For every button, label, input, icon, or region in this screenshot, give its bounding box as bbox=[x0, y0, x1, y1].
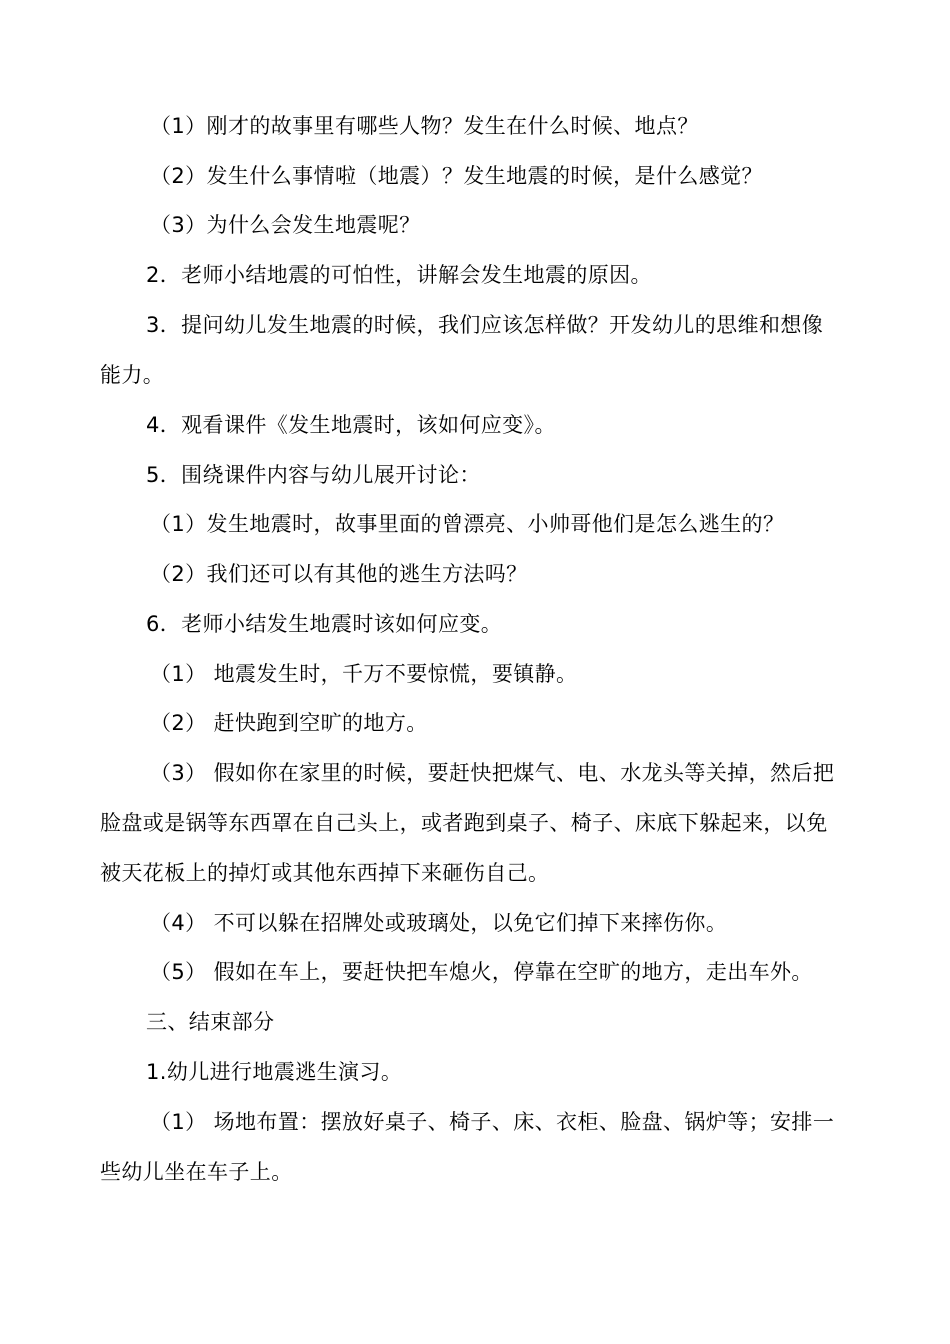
step-5-discussion: 5．围绕课件内容与幼儿展开讨论： bbox=[146, 463, 481, 487]
tip-3-at-home: （3） 假如你在家里的时候，要赶快把煤气、电、水龙头等关掉，然后把 bbox=[150, 761, 835, 785]
section-3-heading: 三、结束部分 bbox=[146, 1010, 275, 1034]
question-why-earthquake: （3）为什么会发生地震呢？ bbox=[150, 213, 421, 237]
drill-venue-setup: （1） 场地布置：摆放好桌子、椅子、床、衣柜、脸盘、锅炉等；安排一 bbox=[150, 1110, 835, 1134]
tip-1-stay-calm: （1） 地震发生时，千万不要惊慌，要镇静。 bbox=[150, 662, 578, 686]
tip-2-open-space: （2） 赶快跑到空旷的地方。 bbox=[150, 711, 428, 735]
tip-4-avoid-signs-glass: （4） 不可以躲在招牌处或玻璃处，以免它们掉下来摔伤你。 bbox=[150, 911, 728, 935]
step-4-courseware: 4．观看课件《发生地震时，该如何应变》。 bbox=[146, 413, 556, 437]
tip-5-in-car: （5） 假如在车上，要赶快把车熄火，停靠在空旷的地方，走出车外。 bbox=[150, 960, 813, 984]
discussion-question-1: （1）发生地震时，故事里面的曾漂亮、小帅哥他们是怎么逃生的？ bbox=[150, 512, 785, 536]
step-2-summary: 2．老师小结地震的可怕性，讲解会发生地震的原因。 bbox=[146, 263, 652, 287]
drill-step-1: 1.幼儿进行地震逃生演习。 bbox=[146, 1060, 403, 1084]
tip-3-continuation-2: 被天花板上的掉灯或其他东西掉下来砸伤自己。 bbox=[100, 861, 550, 885]
step-3-question: 3．提问幼儿发生地震的时候，我们应该怎样做？开发幼儿的思维和想像 bbox=[146, 313, 824, 337]
drill-venue-continuation: 些幼儿坐在车子上。 bbox=[100, 1160, 293, 1184]
question-what-happened: （2）发生什么事情啦（地震）？发生地震的时候，是什么感觉？ bbox=[150, 164, 763, 188]
discussion-question-2: （2）我们还可以有其他的逃生方法吗？ bbox=[150, 562, 528, 586]
step-6-summary: 6．老师小结发生地震时该如何应变。 bbox=[146, 612, 503, 636]
step-3-continuation: 能力。 bbox=[100, 363, 165, 387]
question-who-when-where: （1）刚才的故事里有哪些人物？发生在什么时候、地点？ bbox=[150, 114, 699, 138]
tip-3-continuation-1: 脸盘或是锅等东西罩在自己头上，或者跑到桌子、椅子、床底下躲起来，以免 bbox=[100, 811, 828, 835]
